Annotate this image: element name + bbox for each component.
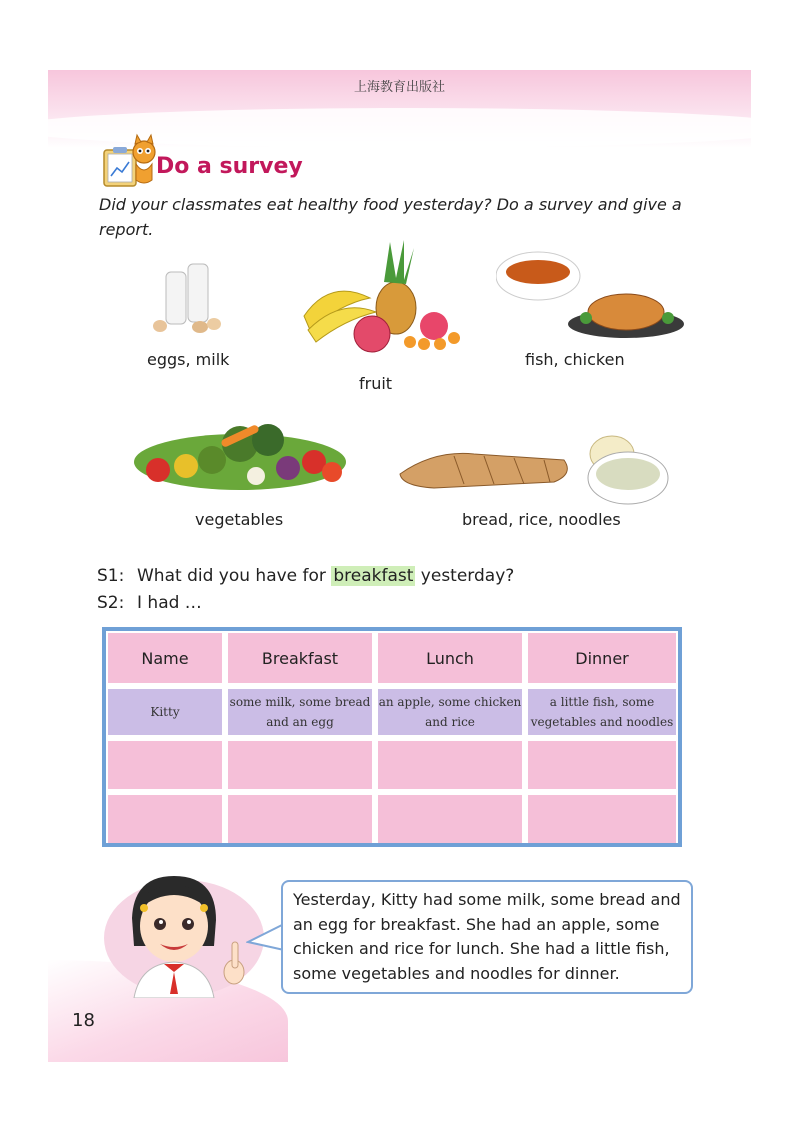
table-cell-empty[interactable]: [228, 795, 372, 843]
fruit-image: [300, 238, 468, 358]
dialogue-line-s1: [97, 563, 514, 590]
table-cell-empty[interactable]: [528, 741, 676, 789]
report-speech-bubble: Yesterday, Kitty had some milk, some bread and an egg for breakfast. She had an apple, some chicken and rice for lunch. She had a little fish, some vegetables and noodles for dinner.: [281, 880, 693, 994]
table-cell: an apple, some chicken and rice: [378, 689, 522, 735]
dialogue-line-s2: [97, 590, 514, 617]
bread-rice-noodles-image: [394, 430, 670, 510]
question-text: What did you have for: [137, 566, 332, 586]
table-cell: some milk, some bread and an egg: [228, 689, 372, 735]
table-header-cell: Breakfast: [228, 633, 372, 683]
table-cell-empty[interactable]: [228, 741, 372, 789]
fish-chicken-image: [496, 248, 686, 342]
vegetables-image: [128, 410, 350, 496]
page-number: 18: [72, 1010, 95, 1031]
speaker-label: S2:: [97, 593, 125, 613]
food-caption: vegetables: [195, 510, 284, 529]
table-header-cell: Dinner: [528, 633, 676, 683]
food-caption: bread, rice, noodles: [462, 510, 621, 529]
speech-bubble-tail: [246, 920, 286, 956]
food-caption: fish, chicken: [525, 350, 625, 369]
textbook-page: [48, 70, 751, 1062]
table-cell-empty[interactable]: [378, 741, 522, 789]
table-cell-empty[interactable]: [528, 795, 676, 843]
highlighted-word: breakfast: [333, 566, 414, 586]
table-cell-empty[interactable]: [108, 741, 222, 789]
speaker-label: S1:: [97, 566, 125, 586]
answer-text: I had …: [137, 593, 202, 613]
dialogue: [97, 563, 514, 617]
table-header-cell: Lunch: [378, 633, 522, 683]
table-cell: Kitty: [108, 689, 222, 735]
section-title: Do a survey: [156, 154, 303, 179]
table-cell-empty[interactable]: [108, 795, 222, 843]
publisher-name: 上海教育出版社: [353, 80, 445, 95]
table-cell-empty[interactable]: [378, 795, 522, 843]
survey-table: [102, 627, 682, 847]
girl-illustration: [104, 868, 264, 998]
table-cell: a little fish, some vegetables and noodles: [528, 689, 676, 735]
table-header-cell: Name: [108, 633, 222, 683]
question-text-end: yesterday?: [415, 566, 515, 586]
eggs-milk-image: [152, 260, 224, 336]
instruction-text: Did your classmates eat healthy food yesterday? Do a survey and give a report.: [99, 195, 682, 239]
food-caption: eggs, milk: [147, 350, 230, 369]
food-caption: fruit: [359, 374, 393, 393]
clipboard-cat-icon: [100, 132, 158, 190]
